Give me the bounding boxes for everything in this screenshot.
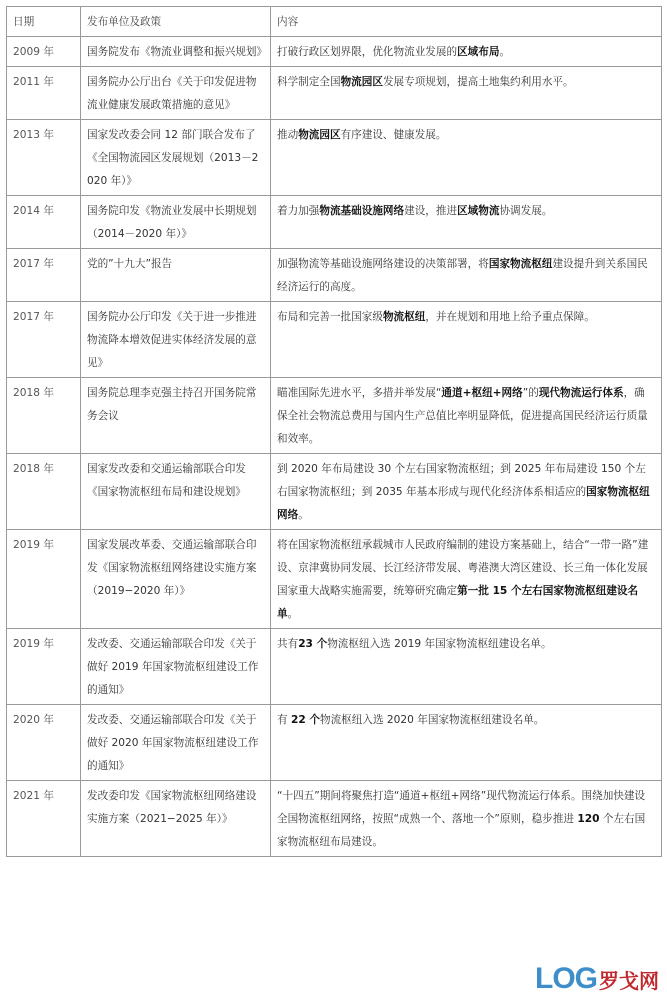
content-text: 布局和完善一批国家级 [277, 311, 383, 323]
content-text: “十四五”期间将聚焦打造“通道+枢纽+网络”现代物流运行体系。围绕加快建设全国物流枢纽网络，按照“成熟一个、落地一个”原则，稳步推进 [277, 790, 646, 825]
content-text: 打破行政区划界限，优化物流业发展的 [277, 46, 458, 58]
table-row [7, 249, 662, 302]
content-text: 。 [287, 608, 299, 620]
policy-cell: 国家发改委会同 12 部门联合发布了《全国物流园区发展规划（2013－2020 年）》 [81, 120, 271, 196]
date-cell: 2021 年 [7, 781, 81, 857]
content-cell [271, 249, 662, 302]
content-cell [271, 302, 662, 378]
content-text: 协调发展。 [499, 205, 553, 217]
date-cell: 2009 年 [7, 37, 81, 67]
content-text: 发展专项规划，提高土地集约利用水平。 [382, 76, 574, 88]
header-row [7, 7, 662, 37]
policy-cell: 国务院办公厅出台《关于印发促进物流业健康发展政策措施的意见》 [81, 67, 271, 120]
header-policy: 发布单位及政策 [81, 7, 271, 37]
table-row [7, 196, 662, 249]
content-cell [271, 37, 662, 67]
content-text: 共有 [277, 638, 299, 650]
policy-table [6, 6, 662, 857]
table-row [7, 120, 662, 196]
content-emphasis: 区域布局 [457, 46, 500, 58]
content-emphasis: 物流基础设施网络 [319, 205, 405, 217]
date-cell: 2014 年 [7, 196, 81, 249]
content-cell [271, 378, 662, 454]
content-text: 推动 [277, 129, 299, 141]
content-text: 。 [499, 46, 511, 58]
content-text: ，并在规划和用地上给予重点保障。 [425, 311, 595, 323]
date-cell: 2018 年 [7, 454, 81, 530]
table-row [7, 67, 662, 120]
policy-cell: 国务院总理李克强主持召开国务院常务会议 [81, 378, 271, 454]
content-emphasis: 通道+枢纽+网络 [441, 387, 523, 399]
content-cell [271, 781, 662, 857]
table-row [7, 629, 662, 705]
policy-cell: 国务院发布《物流业调整和振兴规划》 [81, 37, 271, 67]
watermark [535, 962, 659, 996]
date-cell: 2020 年 [7, 705, 81, 781]
date-cell: 2011 年 [7, 67, 81, 120]
content-cell [271, 454, 662, 530]
content-text: 科学制定全国 [277, 76, 341, 88]
policy-cell: 国务院办公厅印发《关于进一步推进物流降本增效促进实体经济发展的意见》 [81, 302, 271, 378]
table-row [7, 705, 662, 781]
table-row [7, 530, 662, 629]
content-text: 有序建设、健康发展。 [340, 129, 447, 141]
content-cell [271, 196, 662, 249]
content-emphasis: 23 个 [298, 638, 328, 650]
date-cell: 2019 年 [7, 530, 81, 629]
policy-cell: 发改委、交通运输部联合印发《关于做好 2020 年国家物流枢纽建设工作的通知》 [81, 705, 271, 781]
table-row [7, 37, 662, 67]
policy-cell: 国务院印发《物流业发展中长期规划（2014－2020 年）》 [81, 196, 271, 249]
content-text: 有 [277, 714, 291, 726]
content-text: 物流枢纽入选 2020 年国家物流枢纽建设名单。 [320, 714, 545, 726]
content-emphasis: 物流枢纽 [382, 311, 426, 323]
table-row [7, 302, 662, 378]
header-date: 日期 [7, 7, 81, 37]
content-text: 瞄准国际先进水平，多措并举发展“ [277, 387, 442, 399]
watermark-site: 罗戈网 [599, 970, 659, 993]
date-cell: 2018 年 [7, 378, 81, 454]
content-emphasis: 现代物流运行体系 [538, 387, 624, 399]
content-emphasis: 22 个 [290, 714, 320, 726]
content-text: 个左右国家物流枢纽布局建设。 [277, 813, 646, 848]
content-emphasis: 物流园区 [298, 129, 341, 141]
date-cell: 2017 年 [7, 302, 81, 378]
content-emphasis: 区域物流 [457, 205, 500, 217]
content-cell [271, 629, 662, 705]
table-body [7, 37, 662, 857]
content-text: 物流枢纽入选 2019 年国家物流枢纽建设名单。 [327, 638, 552, 650]
content-text: ，确保全社会物流总费用与国内生产总值比率明显降低，促进提高国民经济运行质量和效率。 [277, 387, 648, 445]
watermark-logo: LOG [535, 962, 597, 995]
content-emphasis: 120 [577, 813, 600, 825]
policy-cell: 国家发展改革委、交通运输部联合印发《国家物流枢纽网络建设实施方案（2019−2020 年）》 [81, 530, 271, 629]
policy-cell: 党的”十九大”报告 [81, 249, 271, 302]
content-cell [271, 530, 662, 629]
content-text: 将在国家物流枢纽承载城市人民政府编制的建设方案基础上，结合“一带一路”建设、京津冀协同发展、长江经济带发展、粤港澳大湾区建设、长三角一体化发展国家重大战略实施需要，统筹研究确定 [277, 539, 649, 597]
content-emphasis: 第一批 15 个左右国家物流枢纽建设名单 [277, 585, 639, 620]
date-cell: 2019 年 [7, 629, 81, 705]
content-text: 加强物流等基础设施网络建设的决策部署，将 [277, 258, 489, 270]
content-emphasis: 国家物流枢纽 [488, 258, 553, 270]
content-cell [271, 705, 662, 781]
content-text: 建设，推进 [404, 205, 458, 217]
policy-cell: 国家发改委和交通运输部联合印发《国家物流枢纽布局和建设规划》 [81, 454, 271, 530]
header-content: 内容 [271, 7, 662, 37]
date-cell: 2013 年 [7, 120, 81, 196]
content-emphasis: 国家物流枢纽网络 [277, 486, 650, 521]
date-cell: 2017 年 [7, 249, 81, 302]
policy-cell: 发改委印发《国家物流枢纽网络建设实施方案（2021−2025 年）》 [81, 781, 271, 857]
content-emphasis: 物流园区 [340, 76, 383, 88]
content-cell [271, 120, 662, 196]
content-cell [271, 67, 662, 120]
content-text: ”的 [522, 387, 539, 399]
table-row [7, 781, 662, 857]
table-row [7, 378, 662, 454]
content-text: 到 2020 年布局建设 30 个左右国家物流枢纽；到 2025 年布局建设 150 个左右国家物流枢纽；到 2035 年基本形成与现代化经济体系相适应的 [277, 463, 646, 498]
content-text: 建设提升到关系国民经济运行的高度。 [277, 258, 648, 293]
content-text: 着力加强 [277, 205, 320, 217]
policy-cell: 发改委、交通运输部联合印发《关于做好 2019 年国家物流枢纽建设工作的通知》 [81, 629, 271, 705]
table-row [7, 454, 662, 530]
content-text: 。 [298, 509, 309, 521]
